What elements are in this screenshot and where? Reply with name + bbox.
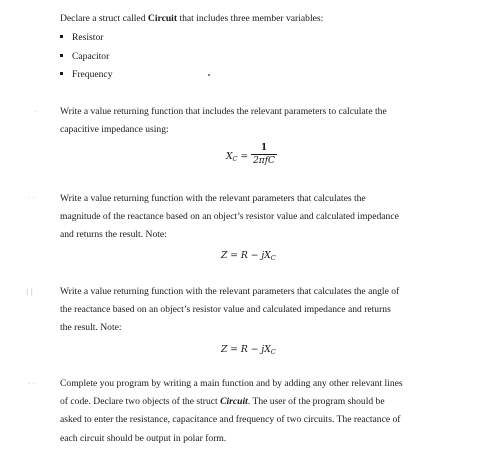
part1-line1: Write a value returning function that includes the relevant parameters to calculate the — [60, 106, 387, 117]
part2-line3: and returns the result. Note: — [60, 229, 167, 240]
bullet-icon — [60, 35, 63, 38]
part4-line4: each circuit should be output in polar form. — [60, 433, 227, 444]
list-item-capacitor — [60, 51, 109, 63]
intro-suffix: that includes three member variables: — [177, 13, 324, 24]
formula1-lhs — [226, 151, 248, 165]
formula3-sub: C — [270, 348, 276, 356]
part4-line2-suffix: . The user of the program should be — [247, 396, 385, 407]
member-label: Capacitor — [72, 51, 110, 62]
margin-mark: · · — [28, 194, 35, 202]
formula1-fraction — [251, 143, 277, 166]
formula3-text: Z = R − jX — [221, 344, 271, 355]
margin-mark: | | — [26, 288, 33, 296]
formula3 — [221, 344, 276, 358]
formula1-numerator: 1 — [251, 143, 277, 155]
part4-line3: asked to enter the resistance, capacitance and frequency of two circuits. The reactance of — [60, 414, 401, 425]
formula2-sub: C — [270, 254, 276, 262]
part4-line2 — [60, 396, 385, 408]
struct-name: Circuit — [147, 13, 178, 24]
margin-mark: · · — [28, 380, 35, 388]
part2-line1: Write a value returning function with the relevant parameters that calculates the — [60, 193, 366, 204]
stray-dot — [208, 74, 210, 76]
intro-prefix: Declare a struct called — [60, 13, 148, 24]
part3-line3: the result. Note: — [60, 322, 122, 333]
formula2-text: Z = R − jX — [221, 250, 271, 261]
margin-mark: · — [34, 108, 37, 116]
formula1-x: X — [226, 151, 233, 162]
list-item-resistor — [60, 32, 103, 44]
member-label: Resistor — [72, 32, 104, 43]
formula2 — [221, 250, 276, 264]
member-label: Frequency — [72, 69, 113, 80]
formula1-equals: = — [240, 151, 249, 162]
part4-struct-name: Circuit — [220, 396, 248, 407]
part3-line2: the reactance based on an object’s resistor value and calculated impedance and returns — [60, 304, 391, 315]
part2-line2: magnitude of the reactance based on an object’s resistor value and calculated impedance — [60, 211, 399, 222]
list-item-frequency — [60, 69, 113, 81]
part4-line2-prefix: of code. Declare two objects of the struct — [60, 396, 221, 407]
part1-line2: capacitive impedance using: — [60, 124, 169, 135]
formula1-denominator: 2πfC — [253, 156, 275, 166]
bullet-icon — [60, 54, 63, 57]
bullet-icon — [60, 72, 63, 75]
part3-line1: Write a value returning function with the relevant parameters that calculates the angle of — [60, 286, 400, 297]
intro-line — [60, 13, 323, 25]
formula1-sub: C — [232, 155, 238, 163]
part4-line1: Complete you program by writing a main function and by adding any other relevant lines — [60, 378, 403, 389]
